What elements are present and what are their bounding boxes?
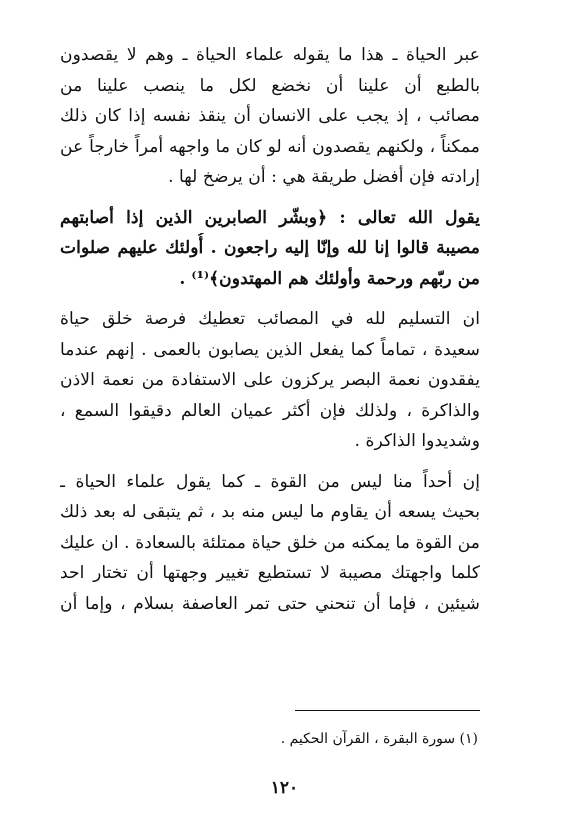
paragraph-3 xyxy=(60,304,480,457)
text-line: ممكناً ، ولكنهم يقصدون أنه لو كان ما واجهه أمراً خارجاً عن xyxy=(60,136,480,157)
text-line: عبر الحياة ـ هذا ما يقوله علماء الحياة ـ وهم لا يقصدون xyxy=(60,45,480,65)
text-line: إن أحداً منا ليس من القوة ـ كما يقول علماء الحياة ـ xyxy=(60,471,480,492)
text-line: والذاكرة ، ولذلك فإن أكثر عميان العالم دقيقوا السمع ، xyxy=(60,400,480,421)
footnote: (١) سورة البقرة ، القرآن الحكيم . xyxy=(280,731,478,747)
text-line: يفقدون نعمة البصر يركزون على الاستفادة من نعمة الاذن xyxy=(60,370,480,390)
page-body xyxy=(60,40,480,629)
text-line: مصائب ، إذ يجب على الانسان أن ينقذ نفسه إذا كان ذلك xyxy=(60,106,480,126)
text-line: سعيدة ، تماماً كما يفعل الذين يصابون بالعمى . إنهم عندما xyxy=(60,339,480,360)
page-number: ١٢٠ xyxy=(270,778,299,798)
footnote-divider xyxy=(295,710,480,711)
text-line: بحيث يسعه أن يقاوم ما ليس منه بد ، ثم يتبقى له بعد ذلك xyxy=(60,502,480,522)
text-line: من ربّهم ورحمة وأولئك هم المهتدون﴾⁽¹⁾ . xyxy=(179,268,480,289)
text-line: مصيبة قالوا إنا لله وإنّا إليه راجعون . أُولئك عليهم صلوات xyxy=(60,238,480,258)
text-line: شيئين ، فإما أن تنحني حتى تمر العاصفة بسلام ، وإما أن xyxy=(60,593,480,614)
text-line: من القوة ما يمكنه من خلق حياة ممتلئة بالسعادة . ان عليك xyxy=(60,532,480,553)
paragraph-1 xyxy=(60,40,480,193)
text-line: كلما واجهتك مصيبة لا تستطيع تغيير وجهتها أن تختار احد xyxy=(60,563,480,583)
text-line: ان التسليم لله في المصائب تعطيك فرصة خلق حياة xyxy=(60,309,480,329)
text-line: إرادته فإن أفضل طريقة هي : أن يرضخ لها . xyxy=(168,167,480,187)
paragraph-4 xyxy=(60,467,480,620)
text-line: بالطبع أن علينا أن نخضع لكل ما ينصب علينا من xyxy=(60,75,480,96)
text-line: يقول الله تعالى : ﴿وبشّر الصابرين الذين إذا أصابتهم xyxy=(60,207,480,228)
paragraph-2-quran-quote xyxy=(60,203,480,295)
text-line: وشديدوا الذاكرة . xyxy=(354,431,480,451)
